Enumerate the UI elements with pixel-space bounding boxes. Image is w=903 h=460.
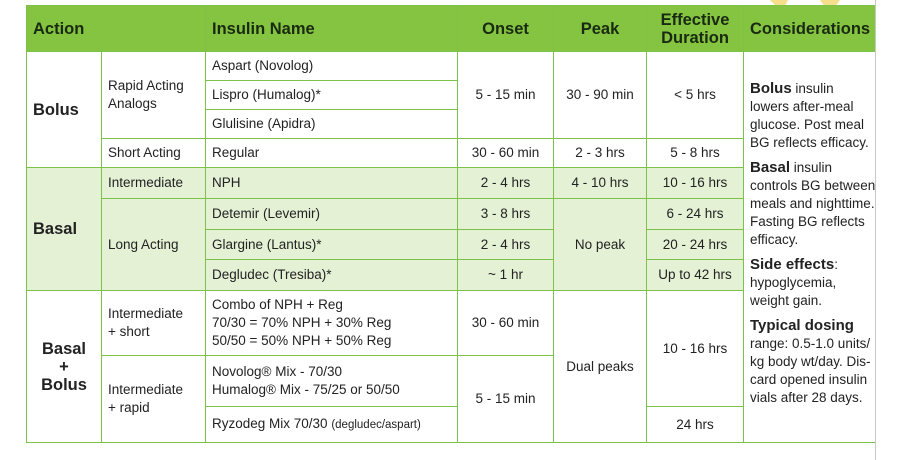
regular-onset: 30 - 60 min (458, 139, 554, 168)
table-row (27, 52, 883, 81)
combo-duration: 10 - 16 hrs (647, 291, 744, 407)
glargine-duration: 20 - 24 hrs (647, 230, 744, 260)
combo-line1: Combo of NPH + Reg (212, 297, 343, 312)
group-combo-line3: Bolus (41, 375, 87, 394)
consid-bolus-text: insulin lowers after-meal glucose. Post meal BG reflects efficacy. (750, 81, 869, 150)
type-rapid-line2: Analogs (108, 96, 157, 111)
consid-side-effects (750, 256, 876, 310)
header-duration-line2: Duration (661, 28, 729, 47)
type-int-short-line1: Intermediate (108, 306, 184, 321)
ryzodeg-duration: 24 hrs (647, 407, 744, 443)
insulin-ryzodeg (206, 407, 458, 443)
insulin-detemir: Detemir (Levemir) (206, 199, 458, 230)
consid-bolus (750, 80, 876, 152)
group-combo-line1: Basal (41, 339, 87, 358)
combo-line3: 50/50 = 50% NPH + 50% Reg (212, 333, 392, 348)
left-margin (0, 0, 14, 460)
type-int-short-line2: + short (108, 324, 150, 339)
nph-peak: 4 - 10 hrs (554, 168, 647, 199)
insulin-glargine: Glargine (Lantus)* (206, 230, 458, 260)
insulin-premix (206, 356, 458, 407)
insulin-degludec: Degludec (Tresiba)* (206, 260, 458, 291)
consid-side-bold: Side effects (750, 256, 835, 273)
consid-dosing-text: range: 0.5-1.0 units/ kg body wt/day. Dis-card opened insulin vials after 28 days. (750, 336, 871, 405)
detemir-duration: 6 - 24 hrs (647, 199, 744, 230)
long-peak: No peak (554, 199, 647, 291)
nph-onset: 2 - 4 hrs (458, 168, 554, 199)
group-bolus: Bolus (27, 52, 102, 168)
header-duration-line1: Effective (660, 10, 730, 29)
group-combo-line2: + (59, 357, 69, 376)
type-intermediate-short (102, 291, 206, 356)
header-insulin-name: Insulin Name (206, 6, 458, 52)
group-basal-bolus (27, 291, 102, 443)
consid-side-text: : hypoglycemia, weight gain. (750, 257, 838, 308)
consid-dosing (750, 317, 876, 407)
insulin-aspart: Aspart (Novolog) (206, 52, 458, 81)
combo-line2: 70/30 = 70% NPH + 30% Reg (212, 315, 392, 330)
consid-bolus-bold: Bolus (750, 80, 792, 97)
type-int-rapid-line2: + rapid (108, 400, 150, 415)
header-effective-duration (647, 6, 744, 52)
insulin-lispro: Lispro (Humalog)* (206, 81, 458, 110)
insulin-nph: NPH (206, 168, 458, 199)
degludec-onset: ~ 1 hr (458, 260, 554, 291)
type-int-rapid-line1: Intermediate (108, 382, 184, 397)
type-long-acting: Long Acting (102, 199, 206, 291)
mix-line1: Novolog® Mix - 70/30 (212, 364, 343, 379)
type-short-acting: Short Acting (102, 139, 206, 168)
insulin-glulisine: Glulisine (Apidra) (206, 110, 458, 139)
type-rapid-acting (102, 52, 206, 139)
insulin-chart-table (26, 5, 883, 443)
header-peak: Peak (554, 6, 647, 52)
nph-duration: 10 - 16 hrs (647, 168, 744, 199)
rapid-peak: 30 - 90 min (554, 52, 647, 139)
ryzodeg-small: (degludec/aspart) (331, 419, 421, 431)
type-intermediate: Intermediate (102, 168, 206, 199)
insulin-regular: Regular (206, 139, 458, 168)
header-considerations: Considerations (744, 6, 883, 52)
right-margin (875, 0, 903, 460)
group-basal: Basal (27, 168, 102, 291)
consid-dosing-bold: Typical dosing (750, 317, 854, 334)
ryzodeg-main: Ryzodeg Mix 70/30 (212, 416, 328, 431)
detemir-onset: 3 - 8 hrs (458, 199, 554, 230)
mix-line2: Humalog® Mix - 75/25 or 50/50 (212, 382, 400, 397)
regular-duration: 5 - 8 hrs (647, 139, 744, 168)
rapid-duration: < 5 hrs (647, 52, 744, 139)
mix-onset: 5 - 15 min (458, 356, 554, 443)
considerations-cell (744, 52, 883, 443)
degludec-duration: Up to 42 hrs (647, 260, 744, 291)
combo-onset: 30 - 60 min (458, 291, 554, 356)
rapid-onset: 5 - 15 min (458, 52, 554, 139)
type-rapid-line1: Rapid Acting (108, 78, 184, 93)
glargine-onset: 2 - 4 hrs (458, 230, 554, 260)
header-onset: Onset (458, 6, 554, 52)
header-row (27, 6, 883, 52)
consid-basal-bold: Basal (750, 159, 791, 176)
regular-peak: 2 - 3 hrs (554, 139, 647, 168)
insulin-combo-nph-reg (206, 291, 458, 356)
type-intermediate-rapid (102, 356, 206, 443)
consid-basal (750, 159, 876, 249)
combo-peak: Dual peaks (554, 291, 647, 443)
consid-basal-text: insulin controls BG between meals and nighttime. Fasting BG reflects efficacy. (750, 160, 876, 247)
header-action: Action (27, 6, 206, 52)
